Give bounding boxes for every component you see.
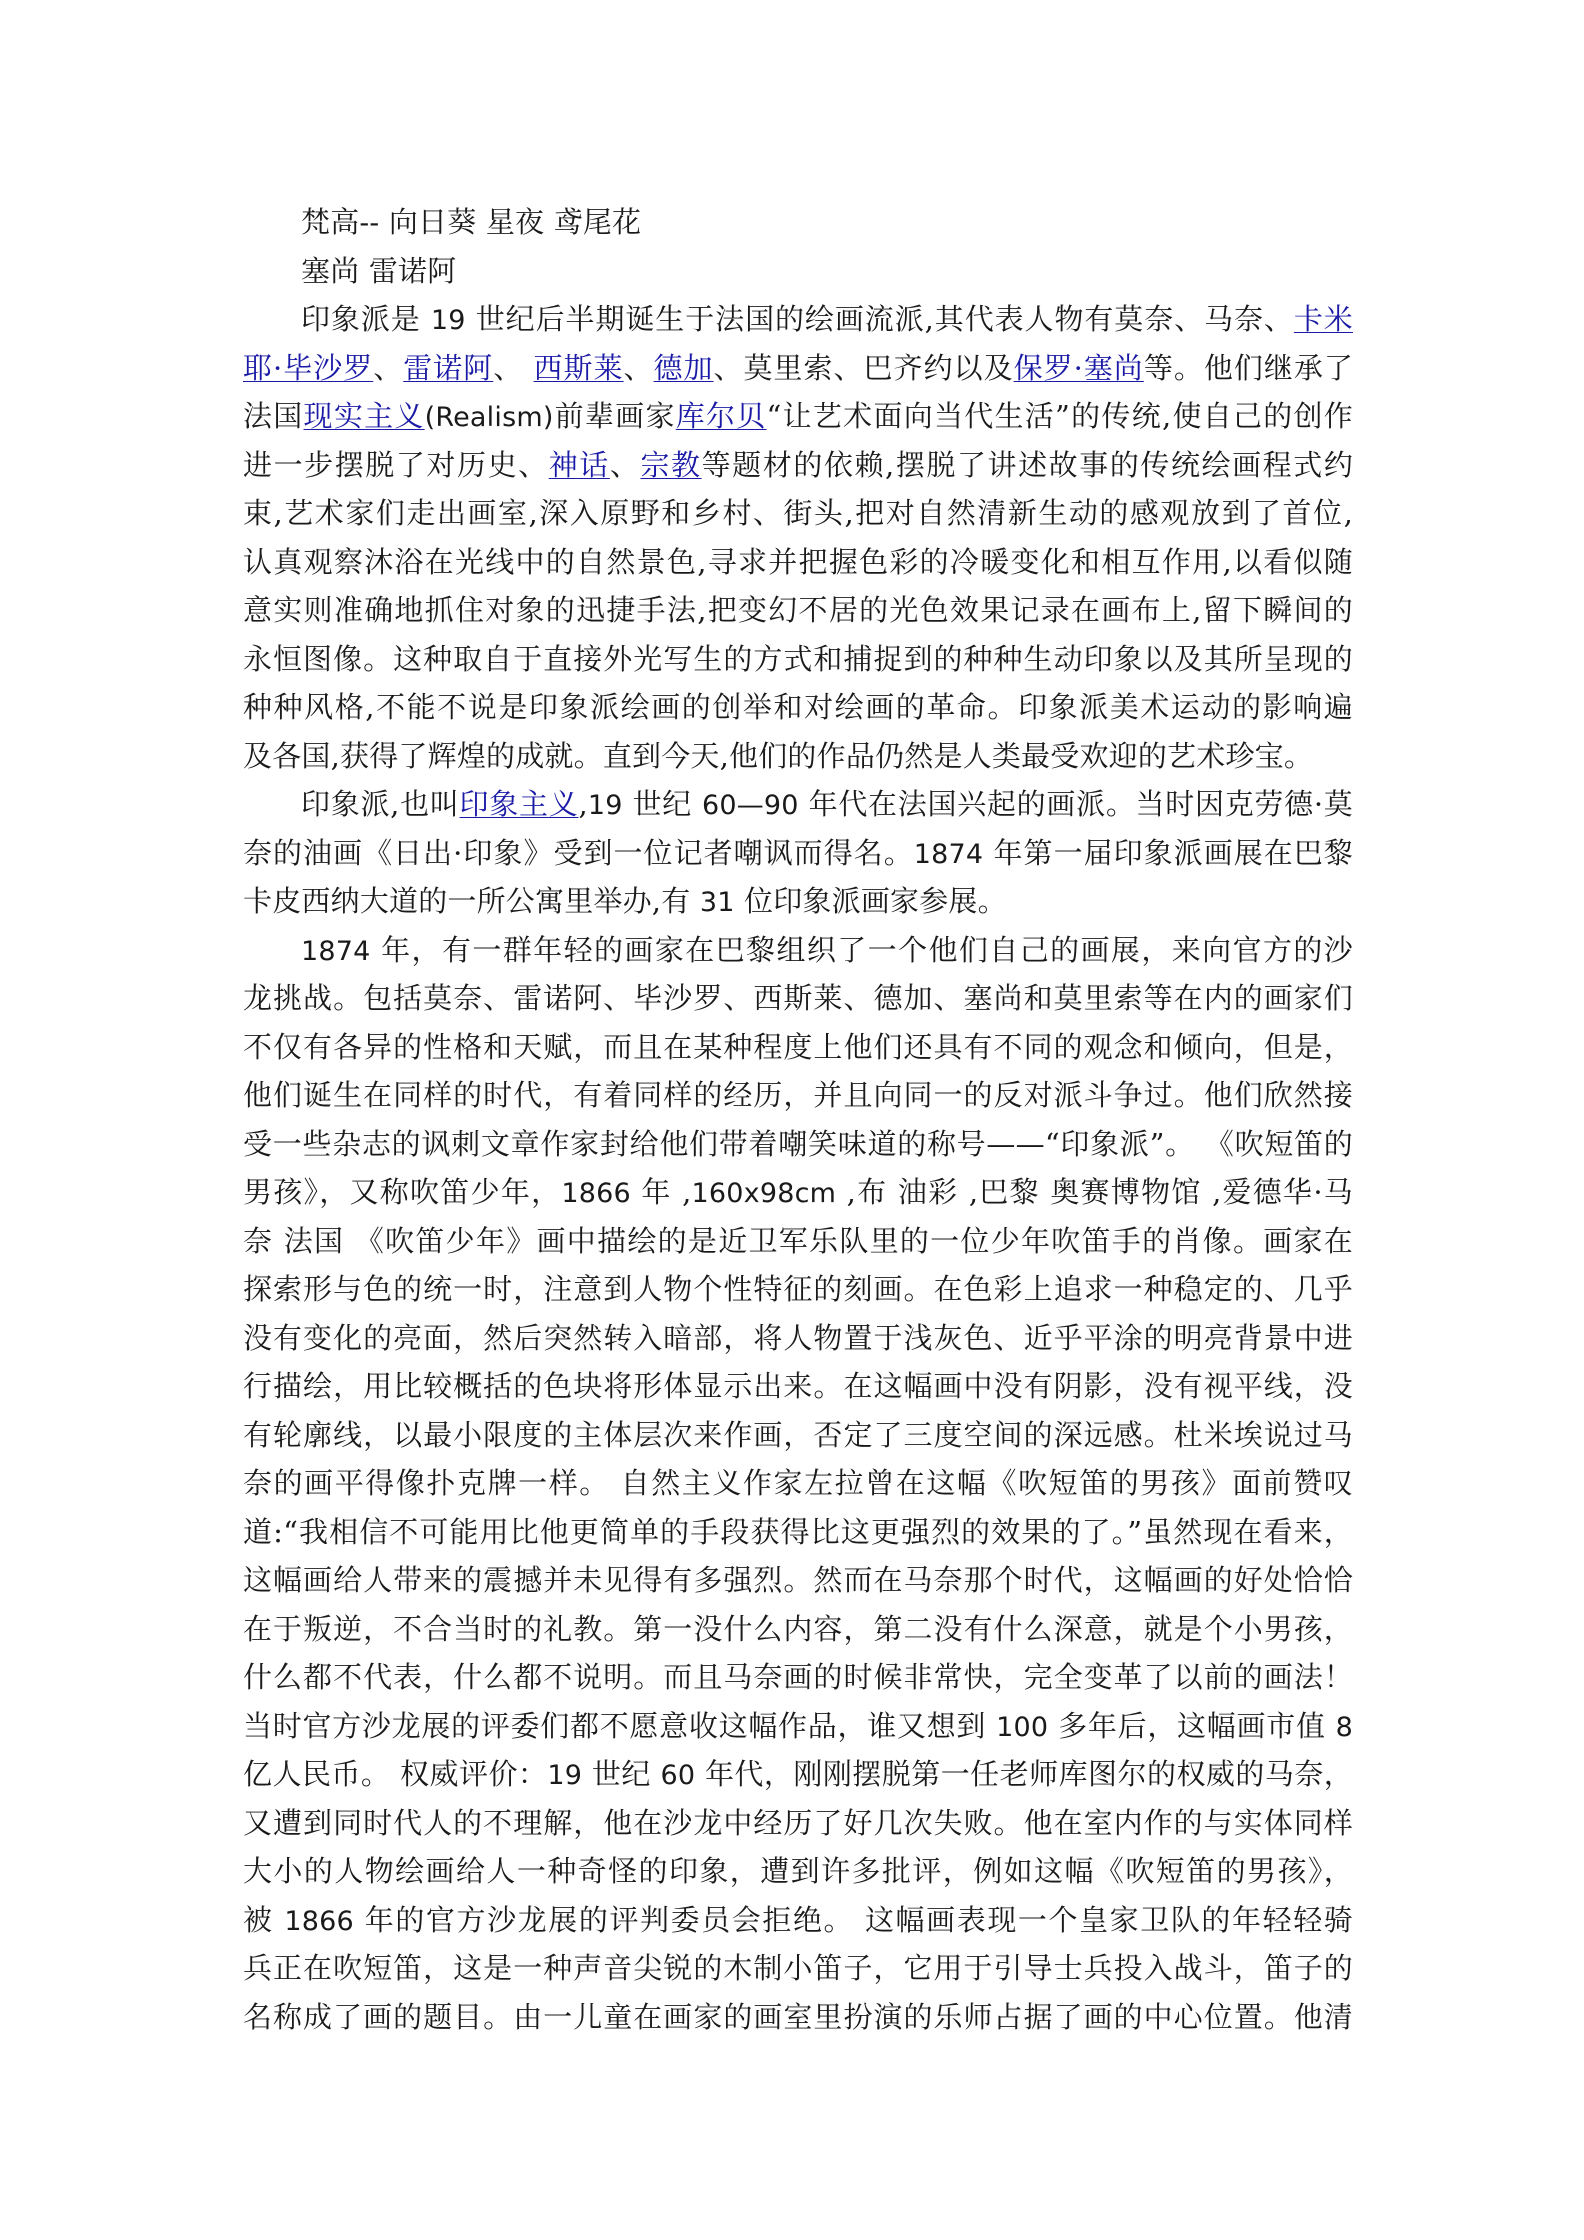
p3-line-3: 不仅有各异的性格和天赋，而且在某种程度上他们还具有不同的观念和倾向，但是， [243,1029,1353,1064]
p2-line-3: 卡皮西纳大道的一所公寓里举办,有 31 位印象派画家参展。 [243,884,1007,918]
p3-line-2: 龙挑战。包括莫奈、雷诺阿、毕沙罗、西斯莱、德加、塞尚和莫里索等在内的画家们 [243,981,1353,1015]
link-realism[interactable]: 现实主义 [303,399,425,433]
header-line-van-gogh: 梵高-- 向日葵 星夜 鸢尾花 [301,205,642,239]
p1-line-3: 法国现实主义(Realism)前辈画家库尔贝“让艺术面向当代生活”的传统,使自己的创作 [243,399,1353,433]
p3-line-4: 他们诞生在同样的时代，有着同样的经历，并且向同一的反对派斗争过。他们欣然接 [243,1078,1353,1112]
link-camille-pissarro-cont[interactable]: 耶·毕沙罗 [243,350,374,385]
link-religion[interactable]: 宗教 [640,447,702,482]
link-renoir[interactable]: 雷诺阿 [403,350,494,385]
link-courbet[interactable]: 库尔贝 [675,399,767,433]
p1-line-4: 进一步摆脱了对历史、神话、宗教等题材的依赖,摆脱了讲述故事的传统绘画程式约 [243,447,1353,482]
p1-line-5: 束,艺术家们走出画室,深入原野和乡村、街头,把对自然清新生动的感观放到了首位, [243,496,1353,530]
p3-line-22: 兵正在吹短笛，这是一种声音尖锐的木制小笛子，它用于引导士兵投入战斗，笛子的 [243,1951,1353,1985]
p3-line-20: 大小的人物绘画给人一种奇怪的印象，遭到许多批评，例如这幅《吹短笛的男孩》， [243,1854,1353,1888]
p3-line-5: 受一些杂志的讽刺文章作家封给他们带着嘲笑味道的称号——“印象派”。 《吹短笛的 [243,1126,1353,1161]
p3-line-19: 又遭到同时代人的不理解，他在沙龙中经历了好几次失败。他在室内作的与实体同样 [243,1805,1353,1840]
header-line-cezanne: 塞尚 雷诺阿 [301,253,457,288]
link-degas[interactable]: 德加 [653,350,714,385]
p3-line-18: 亿人民币。 权威评价：19 世纪 60 年代，刚刚摆脱第一任老师库图尔的权威的马奈， [243,1757,1353,1791]
p3-line-17: 当时官方沙龙展的评委们都不愿意收这幅作品，谁又想到 100 多年后，这幅画市值 8 [243,1708,1353,1743]
p3-line-8: 探索形与色的统一时，注意到人物个性特征的刻画。在色彩上追求一种稳定的、几乎 [243,1272,1353,1306]
link-mythology[interactable]: 神话 [548,447,610,482]
p1-line-1: 印象派是 19 世纪后半期诞生于法国的绘画流派,其代表人物有莫奈、马奈、卡米 [301,302,1353,336]
p3-line-12: 奈的画平得像扑克牌一样。 自然主义作家左拉曾在这幅《吹短笛的男孩》面前赞叹 [243,1466,1353,1500]
p3-line-10: 行描绘，用比较概括的色块将形体显示出来。在这幅画中没有阴影，没有视平线，没 [243,1369,1353,1403]
p3-line-15: 在于叛逆，不合当时的礼教。第一没什么内容，第二没有什么深意，就是个小男孩， [243,1611,1353,1646]
p3-line-13: 道:“我相信不可能用比他更简单的手段获得比这更强烈的效果的了。”虽然现在看来， [243,1514,1353,1549]
p3-line-16: 什么都不代表，什么都不说明。而且马奈画的时候非常快，完全变革了以前的画法！ [243,1660,1353,1694]
p3-line-11: 有轮廓线，以最小限度的主体层次来作画，否定了三度空间的深远感。杜米埃说过马 [243,1417,1353,1452]
link-impressionism[interactable]: 印象主义 [459,787,579,821]
p1-line-6: 认真观察沐浴在光线中的自然景色,寻求并把握色彩的冷暖变化和相互作用,以看似随 [243,544,1353,579]
p3-line-1: 1874 年，有一群年轻的画家在巴黎组织了一个他们自己的画展，来向官方的沙 [301,932,1353,967]
p3-line-9: 没有变化的亮面，然后突然转入暗部，将人物置于浅灰色、近乎平涂的明亮背景中进 [243,1320,1353,1355]
p2-line-2: 奈的油画《日出·印象》受到一位记者嘲讽而得名。1874 年第一届印象派画展在巴黎 [243,835,1353,870]
link-sisley[interactable]: 西斯莱 [533,350,624,385]
p3-line-6: 男孩》，又称吹笛少年，1866 年 ,160x98cm ,布 油彩 ,巴黎 奥赛博物馆 ,爱德华·马 [243,1175,1353,1209]
p2-line-1: 印象派,也叫印象主义,19 世纪 60—90 年代在法国兴起的画派。当时因克劳德·莫 [301,787,1353,821]
p1-line-9: 种种风格,不能不说是印象派绘画的创举和对绘画的革命。印象派美术运动的影响遍 [243,690,1353,724]
p3-line-7: 奈 法国 《吹笛少年》画中描绘的是近卫军乐队里的一位少年吹笛手的肖像。画家在 [243,1223,1353,1258]
document-page [243,198,1353,2041]
p3-line-21: 被 1866 年的官方沙龙展的评判委员会拒绝。 这幅画表现一个皇家卫队的年轻轻骑 [243,1902,1353,1937]
p1-line-7: 意实则准确地抓住对象的迅捷手法,把变幻不居的光色效果记录在画布上,留下瞬间的 [243,593,1353,627]
p1-line-8: 永恒图像。这种取自于直接外光写生的方式和捕捉到的种种生动印象以及其所呈现的 [243,641,1353,676]
link-camille-pissarro[interactable]: 卡米 [1293,302,1353,336]
link-paul-cezanne[interactable]: 保罗·塞尚 [1013,350,1144,385]
p1-line-2: 耶·毕沙罗、雷诺阿、 西斯莱、德加、莫里索、巴齐约以及保罗·塞尚等。他们继承了 [243,350,1353,385]
p3-line-23: 名称成了画的题目。由一儿童在画家的画室里扮演的乐师占据了画的中心位置。他清 [243,1999,1353,2034]
p3-line-14: 这幅画给人带来的震撼并未见得有多强烈。然而在马奈那个时代，这幅画的好处恰恰 [243,1563,1353,1597]
p1-line-10: 及各国,获得了辉煌的成就。直到今天,他们的作品仍然是人类最受欢迎的艺术珍宝。 [243,738,1314,773]
